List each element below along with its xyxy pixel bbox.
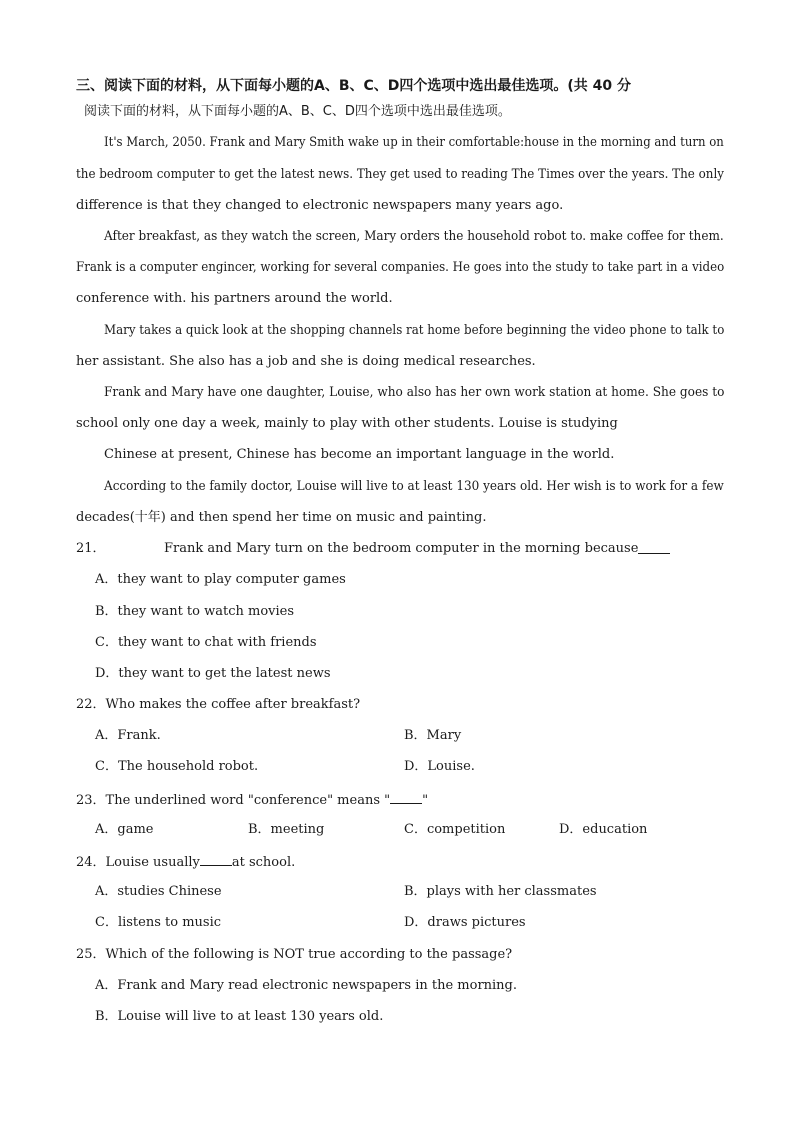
passage-line: her assistant. She also has a job and she is doing medical researches. [76, 354, 536, 369]
passage-line: After breakfast, as they watch the screen, Mary orders the household robot to. make coffee for them. [104, 229, 724, 244]
option-c[interactable]: C．The household robot. [95, 759, 259, 774]
option-a[interactable]: A．they want to play computer games [95, 572, 346, 587]
passage-line: the bedroom computer to get the latest news. They get used to reading The Times over the years. The only [76, 167, 724, 182]
passage-line: According to the family doctor, Louise will live to at least 130 years old. Her wish is to work for a few [104, 479, 724, 494]
option-d[interactable]: D．education [559, 822, 648, 837]
question-stem: Frank and Mary turn on the bedroom computer in the morning because [164, 541, 639, 556]
option-a[interactable]: A．Frank. [95, 728, 161, 743]
question-stem-after: at school. [231, 855, 296, 870]
option-d[interactable]: D．draws pictures [404, 915, 526, 930]
option-a[interactable]: A．Frank and Mary read electronic newspapers in the morning. [95, 978, 518, 993]
question-stem-after: " [422, 793, 429, 808]
option-a[interactable]: A．studies Chinese [95, 884, 222, 899]
passage-line: conference with. his partners around the world. [76, 291, 393, 306]
option-b[interactable]: B．meeting [248, 822, 325, 837]
passage-line: Frank and Mary have one daughter, Louise, who also has her own work station at home. She goes to [104, 385, 725, 400]
answer-blank [390, 791, 422, 804]
section-heading: 三、阅读下面的材料，从下面每小题的A、B、C、D四个选项中选出最佳选项。(共 40 分 [76, 78, 632, 94]
passage-line: Chinese at present, Chinese has become an important language in the world. [104, 447, 615, 462]
option-c[interactable]: C．they want to chat with friends [95, 635, 317, 650]
question-number: 21． [76, 541, 106, 556]
option-b[interactable]: B．Louise will live to at least 130 years old. [95, 1009, 384, 1024]
passage-line: decades(十年) and then spend her time on music and painting. [76, 510, 487, 525]
option-b[interactable]: B．plays with her classmates [404, 884, 597, 899]
passage-line: school only one day a week, mainly to play with other students. Louise is studying [76, 416, 618, 431]
passage-line: difference is that they changed to electronic newspapers many years ago. [76, 198, 564, 213]
question-stem [76, 791, 428, 809]
passage-line: Frank is a computer engincer, working for several companies. He goes into the study to take part in a video [76, 260, 725, 275]
option-d[interactable]: D．Louise. [404, 759, 475, 774]
answer-blank [638, 541, 670, 559]
question-stem: 22．Who makes the coffee after breakfast? [76, 697, 361, 712]
option-d[interactable]: D．they want to get the latest news [95, 666, 331, 681]
question-stem [76, 853, 295, 871]
question-stem: 25．Which of the following is NOT true according to the passage? [76, 947, 513, 962]
question-stem-before: 23．The underlined word "conference" means " [76, 793, 391, 808]
option-b[interactable]: B．they want to watch movies [95, 604, 295, 619]
section-instruction: 阅读下面的材料，从下面每小题的A、B、C、D四个选项中选出最佳选项。 [84, 104, 511, 119]
passage-line: Mary takes a quick look at the shopping channels rat home before beginning the video phone to talk to [104, 323, 725, 338]
option-a[interactable]: A．game [95, 822, 154, 837]
passage-line: It's March, 2050. Frank and Mary Smith wake up in their comfortable:house in the morning and turn on [104, 135, 724, 150]
answer-blank [200, 853, 232, 866]
option-c[interactable]: C．listens to music [95, 915, 222, 930]
option-b[interactable]: B．Mary [404, 728, 462, 743]
option-c[interactable]: C．competition [404, 822, 506, 837]
question-stem-before: 24．Louise usually [76, 855, 200, 870]
